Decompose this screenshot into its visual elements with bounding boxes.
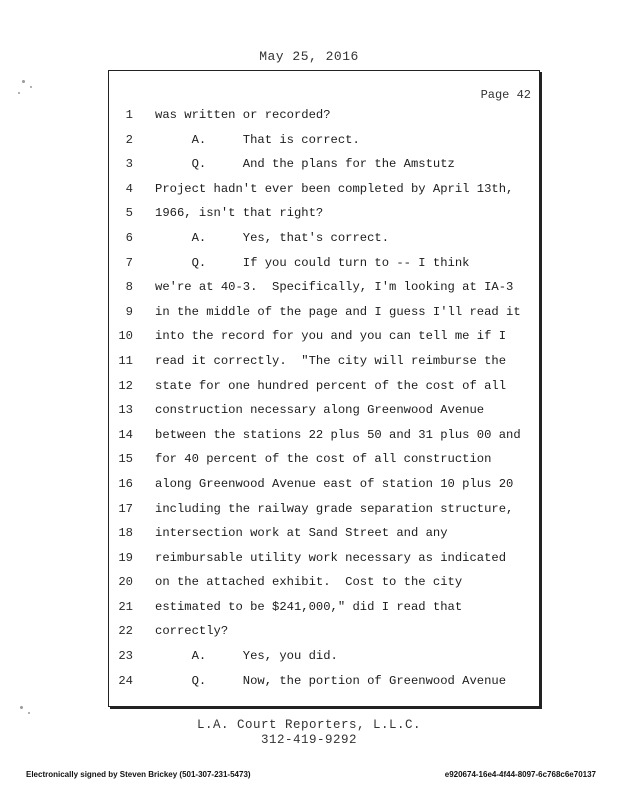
transcript-line xyxy=(109,595,539,620)
transcript-line xyxy=(109,251,539,276)
line-text: read it correctly. "The city will reimburse the xyxy=(155,353,507,368)
transcript-line xyxy=(109,570,539,595)
transcript-frame xyxy=(108,70,540,707)
line-number: 10 xyxy=(118,329,133,344)
transcript-line xyxy=(109,521,539,546)
line-text: A. Yes, you did. xyxy=(155,649,338,664)
transcript-line xyxy=(109,619,539,644)
scan-speck xyxy=(28,712,30,714)
scan-speck xyxy=(30,86,32,88)
line-number: 23 xyxy=(118,649,133,664)
transcript-line xyxy=(109,275,539,300)
line-number: 22 xyxy=(118,624,133,639)
line-text: for 40 percent of the cost of all construction xyxy=(155,452,492,467)
line-number: 2 xyxy=(125,132,133,147)
transcript-line xyxy=(109,497,539,522)
line-number: 15 xyxy=(118,452,133,467)
line-text: between the stations 22 plus 50 and 31 plus 00 and xyxy=(155,427,521,442)
line-text: into the record for you and you can tell me if I xyxy=(155,329,507,344)
line-number: 11 xyxy=(118,353,133,368)
line-text: 1966, isn't that right? xyxy=(155,206,324,221)
transcript-lines xyxy=(109,103,539,693)
line-text: A. Yes, that's correct. xyxy=(155,230,390,245)
transcript-line xyxy=(109,152,539,177)
line-text: Q. And the plans for the Amstutz xyxy=(155,157,455,172)
line-text: we're at 40-3. Specifically, I'm looking at IA-3 xyxy=(155,280,514,295)
scan-speck xyxy=(20,706,23,709)
line-text: estimated to be $241,000," did I read that xyxy=(155,599,463,614)
line-number: 13 xyxy=(118,403,133,418)
line-number: 16 xyxy=(118,476,133,491)
line-text: reimbursable utility work necessary as indicated xyxy=(155,550,507,565)
line-text: construction necessary along Greenwood Avenue xyxy=(155,403,485,418)
line-number: 9 xyxy=(125,304,133,319)
line-number: 21 xyxy=(118,599,133,614)
transcript-line xyxy=(109,128,539,153)
transcript-line xyxy=(109,447,539,472)
line-number: 12 xyxy=(118,378,133,393)
line-text: Project hadn't ever been completed by April 13th, xyxy=(155,181,514,196)
line-number: 4 xyxy=(125,181,133,196)
transcript-line xyxy=(109,423,539,448)
transcript-line xyxy=(109,177,539,202)
court-reporter-name: L.A. Court Reporters, L.L.C. xyxy=(196,718,422,732)
transcript-line xyxy=(109,349,539,374)
line-text: state for one hundred percent of the cost of all xyxy=(155,378,507,393)
line-text: in the middle of the page and I guess I'll read it xyxy=(155,304,521,319)
line-text: correctly? xyxy=(155,624,229,639)
line-number: 20 xyxy=(118,575,133,590)
transcript-line xyxy=(109,103,539,128)
line-number: 14 xyxy=(118,427,133,442)
court-reporter-phone: 312-419-9292 xyxy=(260,733,357,747)
line-number: 8 xyxy=(125,280,133,295)
line-number: 18 xyxy=(118,526,133,541)
line-number: 5 xyxy=(125,206,133,221)
line-text: Q. Now, the portion of Greenwood Avenue xyxy=(155,673,507,688)
transcript-line xyxy=(109,374,539,399)
transcript-line xyxy=(109,201,539,226)
page-number: Page 42 xyxy=(480,88,531,102)
transcript-line xyxy=(109,546,539,571)
electronic-signature-id: e920674-16e4-4f44-8097-6c768c6e70137 xyxy=(444,770,596,779)
transcript-line xyxy=(109,398,539,423)
line-text: Q. If you could turn to -- I think xyxy=(155,255,470,270)
transcript-line xyxy=(109,472,539,497)
line-number: 19 xyxy=(118,550,133,565)
electronic-signature-left: Electronically signed by Steven Brickey (501-307-231-5473) xyxy=(26,770,251,779)
line-number: 7 xyxy=(125,255,133,270)
line-text: on the attached exhibit. Cost to the city xyxy=(155,575,463,590)
line-text: along Greenwood Avenue east of station 10 plus 20 xyxy=(155,476,514,491)
line-number: 1 xyxy=(125,108,133,122)
transcript-line xyxy=(109,226,539,251)
line-number: 6 xyxy=(125,230,133,245)
line-number: 3 xyxy=(125,157,133,172)
line-text: was written or recorded? xyxy=(155,108,331,122)
line-text: A. That is correct. xyxy=(155,132,360,147)
transcript-line xyxy=(109,669,539,694)
line-text: intersection work at Sand Street and any xyxy=(155,526,448,541)
transcript-line xyxy=(109,324,539,349)
line-number: 17 xyxy=(118,501,133,516)
transcript-line xyxy=(109,644,539,669)
scan-speck xyxy=(18,92,20,94)
scan-speck xyxy=(22,80,25,83)
transcript-line xyxy=(109,300,539,325)
line-number: 24 xyxy=(118,673,133,688)
transcript-date: May 25, 2016 xyxy=(259,49,359,64)
line-text: including the railway grade separation structure, xyxy=(155,501,514,516)
